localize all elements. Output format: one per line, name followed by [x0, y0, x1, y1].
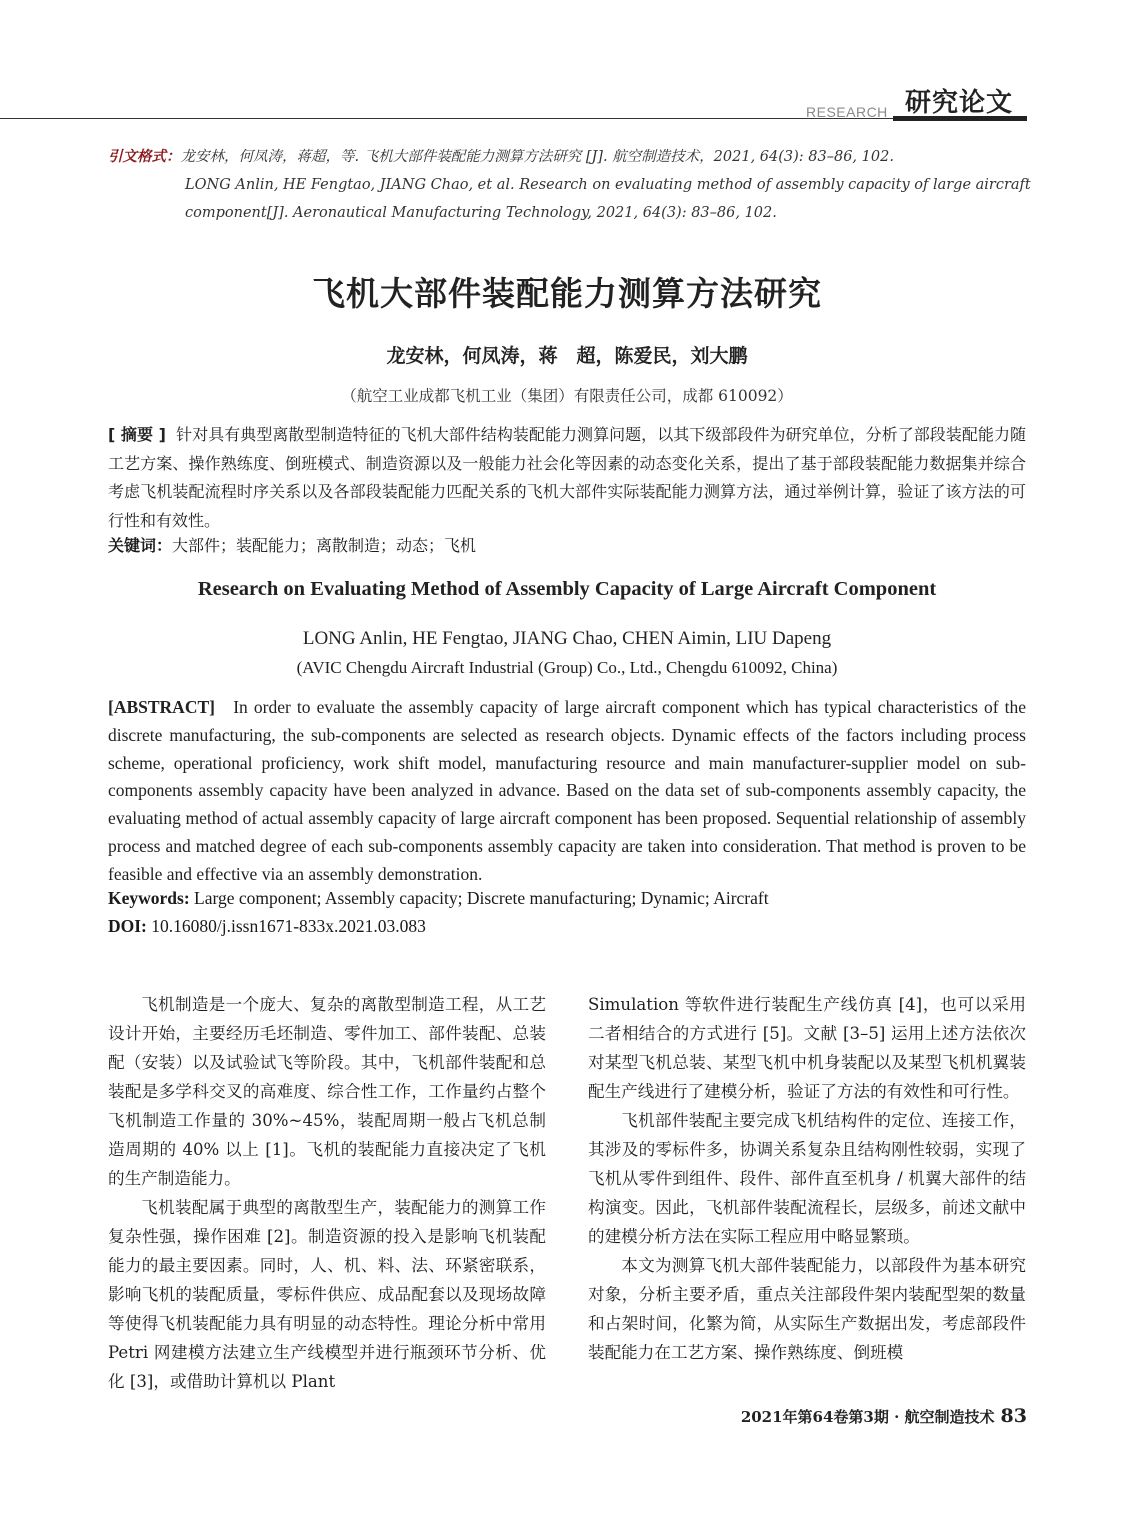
affiliation-en: (AVIC Chengdu Aircraft Industrial (Group) Co., Ltd., Chengdu 610092, China) [296, 658, 838, 677]
abstract-cn-text: 针对具有典型离散型制造特征的飞机大部件结构装配能力测算问题，以其下级部段件为研究单位，分析了部段装配能力随工艺方案、操作熟练度、倒班模式、制造资源以及一般能力社会化等因素的动态变化关系，提出了基于部段装配能力数据集并综合考虑飞机装配流程时序关系以及各部段装配能力匹配关系的飞机大部件实际装配能力测算方法，通过举例计算，验证了该方法的可行性和有效性。 [108, 425, 1026, 530]
citation-cn [108, 143, 894, 171]
authors-cn: 龙安林，何凤涛，蒋 超，陈爱民，刘大鹏 [386, 345, 748, 367]
doi [108, 916, 426, 937]
page-footer [741, 1405, 1027, 1427]
citation-label: 引文格式： [108, 148, 181, 165]
header-section-label: 研究论文 [905, 88, 1014, 118]
doi-label: DOI: [108, 916, 147, 936]
body-column-right [588, 990, 1026, 1367]
footer-journal: 2021年第64卷第3期 · 航空制造技术 [740, 1408, 995, 1426]
body-paragraph: 飞机装配属于典型的离散型生产，装配能力的测算工作复杂性强，操作困难 [2]。制造资源的投入是影响飞机装配能力的最主要因素。同时，人、机、料、法、环紧密联系，影响飞机的装配质量，零标件供应、成品配套以及现场故障等使得飞机装配能力具有明显的动态特性。理论分析中常用 Petri 网建模方法建立生产线模型并进行瓶颈环节分析、优化 [3]，或借助计算机以 Plant [108, 1198, 546, 1391]
body-column-left [108, 990, 546, 1396]
paper-title-cn: 飞机大部件装配能力测算方法研究 [312, 274, 822, 313]
citation-en-line-2: component[J]. Aeronautical Manufacturing Technology, 2021, 64(3): 83–86, 102. [185, 205, 777, 221]
paper-title-en: Research on Evaluating Method of Assembly Capacity of Large Aircraft Component [197, 578, 937, 600]
abstract-en [108, 694, 1026, 889]
keywords-cn-text: 大部件；装配能力；离散制造；动态；飞机 [172, 536, 477, 555]
authors-en: LONG Anlin, HE Fengtao, JIANG Chao, CHEN Aimin, LIU Dapeng [302, 628, 832, 649]
body-paragraph: 飞机部件装配主要完成飞机结构件的定位、连接工作，其涉及的零标件多，协调关系复杂且结构刚性较弱，实现了飞机从零件到组件、段件、部件直至机身 / 机翼大部件的结构演变。因此，飞机部件装配流程长，层级多，前述文献中的建模分析方法在实际工程应用中略显繁琐。 [588, 1111, 1026, 1246]
keywords-cn-label: 关键词： [108, 536, 173, 555]
keywords-en-text: Large component; Assembly capacity; Discrete manufacturing; Dynamic; Aircraft [194, 888, 769, 908]
body-paragraph: Simulation 等软件进行装配生产线仿真 [4]，也可以采用二者相结合的方式进行 [5]。文献 [3–5] 运用上述方法依次对某型飞机总装、某型飞机中机身装配以及某型飞机机翼装配生产线进行了建模分析，验证了方法的有效性和可行性。 [588, 995, 1026, 1101]
abstract-en-label: [ABSTRACT] [108, 697, 215, 717]
page-number: 83 [1000, 1405, 1027, 1427]
abstract-cn [108, 421, 1026, 535]
body-paragraph: 本文为测算飞机大部件装配能力，以部段件为基本研究对象，分析主要矛盾，重点关注部段件架内装配型架的数量和占架时间，化繁为简，从实际生产数据出发，考虑部段件装配能力在工艺方案、操作熟练度、倒班模 [588, 1256, 1026, 1362]
abstract-cn-label: [ 摘要 ] [108, 425, 166, 444]
body-paragraph: 飞机制造是一个庞大、复杂的离散型制造工程，从工艺设计开始，主要经历毛坯制造、零件加工、部件装配、总装配（安装）以及试验试飞等阶段。其中，飞机部件装配和总装配是多学科交叉的高难度、综合性工作，工作量约占整个飞机制造工作量的 30%~45%，装配周期一般占飞机总制造周期的 40% 以上 [1]。飞机的装配能力直接决定了飞机的生产制造能力。 [108, 995, 546, 1188]
citation-en-line-1: LONG Anlin, HE Fengtao, JIANG Chao, et al. Research on evaluating method of assembly capacity of large aircraft [185, 177, 1031, 193]
doi-text: 10.16080/j.issn1671-833x.2021.03.083 [151, 916, 426, 936]
keywords-cn [108, 534, 476, 558]
keywords-en-label: Keywords: [108, 888, 190, 908]
affiliation-cn: （航空工业成都飞机工业（集团）有限责任公司，成都 610092） [341, 387, 793, 405]
abstract-en-text: In order to evaluate the assembly capacity of large aircraft component which has typical characteristics of the discrete manufacturing, the sub-components are selected as research objects. Dynamic effects of the factors including process scheme, operational proficiency, work shift model, manufacturing resource and main manufacturer-supplier model on sub-components assembly capacity have been analyzed in advance. Based on the data set of sub-components assembly capacity, the evaluating method of actual assembly capacity of large aircraft component has been proposed. Sequential relationship of assembly process and matched degree of each sub-components assembly capacity are taken into consideration. That method is proven to be feasible and effective via an assembly demonstration. [108, 697, 1026, 884]
citation-cn-text: 龙安林，何凤涛，蒋超，等. 飞机大部件装配能力测算方法研究 [J]. 航空制造技术，2021, 64(3): 83–86, 102. [180, 149, 894, 165]
keywords-en [108, 888, 769, 909]
header-research-label: RESEARCH [806, 104, 888, 120]
